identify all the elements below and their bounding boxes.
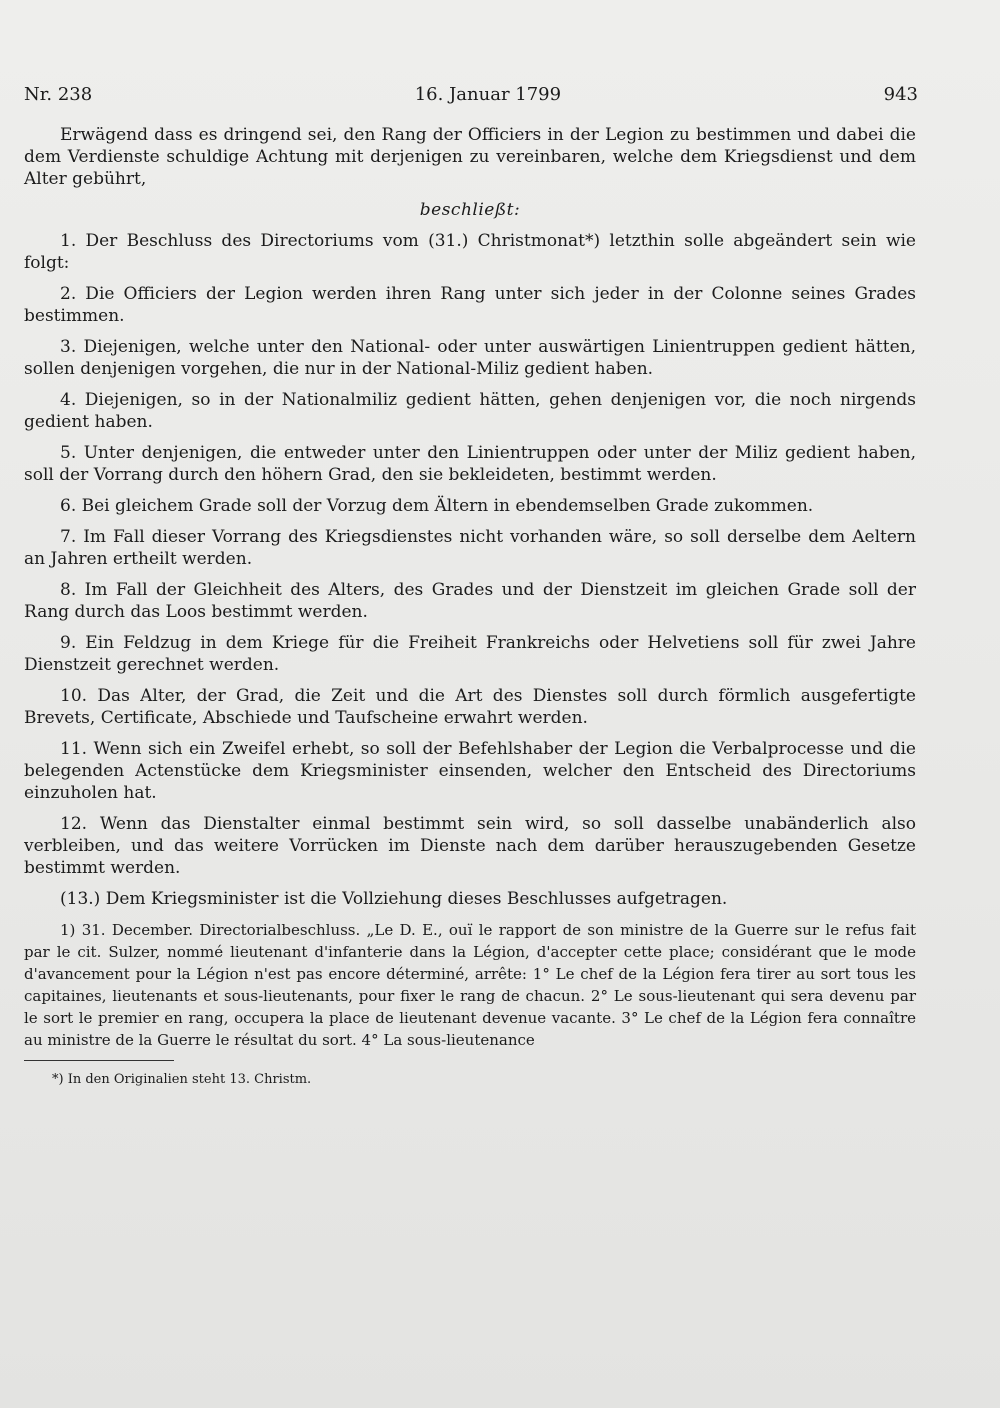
article-3: 3. Diejenigen, welche unter den National- oder unter auswärtigen Linientruppen gedient hätten, sollen denjenigen vorgehen, die nur in der National-Miliz gedient haben. xyxy=(24,337,916,379)
article-8: 8. Im Fall der Gleichheit des Alters, des Grades und der Dienstzeit im gleichen Grade soll der Rang durch das Loos bestimmt werden. xyxy=(24,580,916,622)
article-11: 11. Wenn sich ein Zweifel erhebt, so soll der Befehlshaber der Legion die Verbalprocesse und die belegenden Actenstücke dem Kriegsminister einsenden, welcher den Entscheid des Directoriums einzuholen hat. xyxy=(24,739,916,803)
footnote: *) In den Originalien steht 13. Christm. xyxy=(52,1072,312,1087)
article-7: 7. Im Fall dieser Vorrang des Kriegsdienstes nicht vorhanden wäre, so soll derselbe dem Aeltern an Jahren ertheilt werden. xyxy=(24,527,916,569)
page-number: 943 xyxy=(883,84,918,105)
page-header xyxy=(24,84,918,105)
header-date: 16. Januar 1799 xyxy=(414,84,562,105)
preamble-paragraph: Erwägend dass es dringend sei, den Rang der Officiers in der Legion zu bestimmen und dabei die dem Verdienste schuldige Achtung mit derjenigen zu vereinbaren, welche dem Kriegsdienst und dem Alter gebührt, xyxy=(24,125,916,189)
document-number: Nr. 238 xyxy=(24,84,93,105)
directorial-decision-note: 1) 31. December. Directorialbeschluss. „Le D. E., ouï le rapport de son ministre de la Guerre sur le refus fait par le cit. Sulzer, nommé lieutenant d'infanterie dans la Légion, d'accepter cette place; considérant que le mode d'avancement pour la Légion n'est pas encore déterminé, arrête: 1° Le chef de la Légion fera tirer au sort tous les capitaines, lieutenants et sous-lieutenants, pour fixer le rang de chacun. 2° Le sous-lieutenant qui sera devenu par le sort le premier en rang, occupera la place de lieutenant devenue vacante. 3° Le chef de la Légion fera connaître au ministre de la Guerre le résultat du sort. 4° La sous-lieutenance xyxy=(24,921,916,1049)
article-12: 12. Wenn das Dienstalter einmal bestimmt sein wird, so soll dasselbe unabänderlich also verbleiben, und das weitere Vorrücken im Dienste nach dem darüber herauszugebenden Gesetze bestimmt werden. xyxy=(24,814,916,878)
resolution-heading: beschließt: xyxy=(419,200,521,220)
article-4: 4. Diejenigen, so in der Nationalmiliz gedient hätten, gehen denjenigen vor, die noch nirgends gedient haben. xyxy=(24,390,916,432)
document-body xyxy=(24,124,916,1091)
article-10: 10. Das Alter, der Grad, die Zeit und die Art des Dienstes soll durch förmlich ausgefertigte Brevets, Certificate, Abschiede und Taufscheine erwahrt werden. xyxy=(24,686,916,728)
article-1: 1. Der Beschluss des Directoriums vom (31.) Christmonat*) letzthin solle abgeändert sein wie folgt: xyxy=(24,231,916,273)
article-2: 2. Die Officiers der Legion werden ihren Rang unter sich jeder in der Colonne seines Grades bestimmen. xyxy=(24,284,916,326)
article-6: 6. Bei gleichem Grade soll der Vorzug dem Ältern in ebendemselben Grade zukommen. xyxy=(60,496,814,516)
editorial-note xyxy=(24,919,916,1091)
article-5: 5. Unter denjenigen, die entweder unter den Linientruppen oder unter der Miliz gedient haben, soll der Vorrang durch den höhern Grad, den sie bekleideten, bestimmt werden. xyxy=(24,443,916,485)
article-13: (13.) Dem Kriegsminister ist die Vollziehung dieses Beschlusses aufgetragen. xyxy=(60,889,728,909)
article-9: 9. Ein Feldzug in dem Kriege für die Freiheit Frankreichs oder Helvetiens soll für zwei Jahre Dienstzeit gerechnet werden. xyxy=(24,633,916,675)
footnote-divider xyxy=(24,1060,174,1061)
